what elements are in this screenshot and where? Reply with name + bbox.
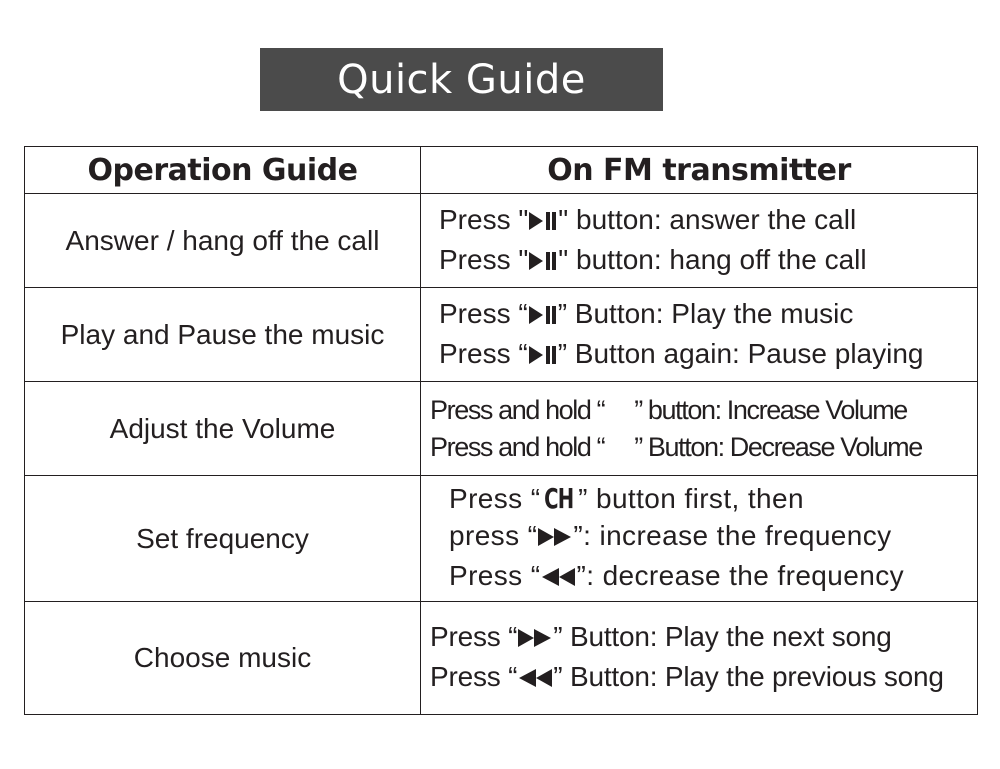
table-row <box>25 602 978 715</box>
instruction-cell <box>421 602 978 715</box>
instruction-line: Press “ ” Button: Play the music <box>439 295 977 335</box>
instruction-cell <box>421 288 978 382</box>
rewind-icon <box>540 560 576 597</box>
instruction-line: Press “ CH ” button first, then <box>449 482 804 515</box>
instruction-line: Press and hold “ ” button: Increase Volume <box>430 394 907 425</box>
instruction-cell <box>421 382 978 476</box>
operation-header: Operation Guide <box>25 147 421 194</box>
instruction-line: Press " " button: answer the call <box>439 201 977 241</box>
instruction-cell <box>421 476 978 602</box>
table-row <box>25 194 978 288</box>
rewind-icon <box>517 661 553 698</box>
quick-guide-table <box>24 146 978 715</box>
play-pause-icon <box>528 244 558 281</box>
table-row <box>25 382 978 476</box>
operation-cell: Set frequency <box>25 476 421 602</box>
table-header-row <box>25 147 978 194</box>
ch-button-label: CH <box>544 482 574 515</box>
instruction-line: Press “ ” Button: Play the next song <box>430 618 977 658</box>
instruction-line: press “ ”: increase the frequency <box>449 517 977 557</box>
fast-forward-icon <box>517 621 553 658</box>
table-row <box>25 476 978 602</box>
operation-cell: Choose music <box>25 602 421 715</box>
instruction-line: Press “ ” Button again: Pause playing <box>439 335 977 375</box>
instruction-line: Press “ ”: decrease the frequency <box>449 557 977 597</box>
device-header: On FM transmitter <box>421 147 978 194</box>
play-pause-icon <box>528 298 558 335</box>
table-row <box>25 288 978 382</box>
instruction-line: Press " " button: hang off the call <box>439 241 977 281</box>
operation-cell: Adjust the Volume <box>25 382 421 476</box>
page-title: Quick Guide <box>260 48 663 111</box>
instruction-cell <box>421 194 978 288</box>
play-pause-icon <box>528 204 558 241</box>
operation-cell: Answer / hang off the call <box>25 194 421 288</box>
instruction-line: Press and hold “ ” Button: Decrease Volume <box>430 431 922 462</box>
operation-cell: Play and Pause the music <box>25 288 421 382</box>
instruction-line: Press “ ” Button: Play the previous song <box>430 658 977 698</box>
fast-forward-icon <box>537 520 573 557</box>
play-pause-icon <box>528 338 558 375</box>
